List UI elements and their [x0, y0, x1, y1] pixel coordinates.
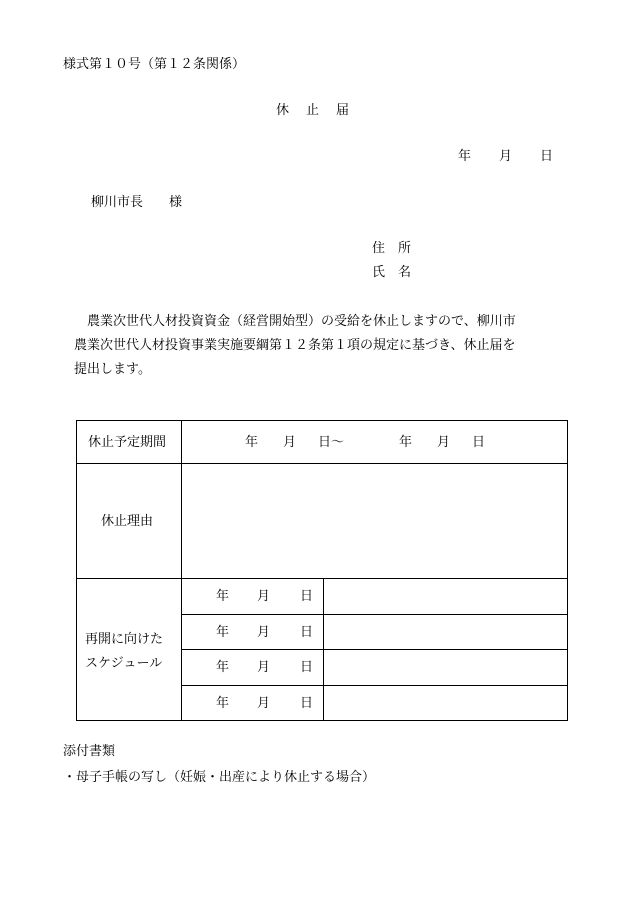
period-start-year: 年 [245, 435, 259, 450]
period-start-month: 月 [283, 435, 297, 450]
attachment-item: ・母子手帳の写し（妊娠・出産により休止する場合） [63, 770, 376, 785]
schedule-day: 日 [300, 660, 314, 675]
schedule-year: 年 [216, 625, 230, 640]
recipient-name: 柳川市長 [91, 195, 144, 210]
period-start-day: 日～ [318, 435, 345, 450]
schedule-day: 日 [300, 589, 314, 604]
schedule-year: 年 [216, 660, 230, 675]
body-line: 提出します。 [74, 362, 151, 377]
reason-label: 休止理由 [101, 514, 154, 529]
period-end-day: 日 [472, 435, 486, 450]
schedule-year: 年 [216, 696, 230, 711]
schedule-month: 月 [257, 660, 271, 675]
attachments-heading: 添付書類 [63, 744, 116, 759]
period-end-month: 月 [437, 435, 451, 450]
body-paragraph [74, 310, 570, 382]
schedule-label-line1: 再開に向けた [85, 632, 164, 647]
body-line: 農業次世代人材投資事業実施要綱第１２条第１項の規定に基づき、休止届を [74, 338, 516, 353]
date-year-label: 年 [458, 149, 472, 164]
reason-field[interactable] [183, 465, 566, 577]
schedule-year: 年 [216, 589, 230, 604]
schedule-month: 月 [257, 625, 271, 640]
body-line: 農業次世代人材投資資金（経営開始型）の受給を休止しますので、柳川市 [74, 314, 516, 329]
period-end-year: 年 [399, 435, 413, 450]
recipient [91, 196, 182, 209]
schedule-label-line2: スケジュール [85, 656, 163, 671]
name-label: 氏 名 [372, 265, 412, 280]
submission-date [458, 150, 553, 163]
schedule-month: 月 [257, 589, 271, 604]
date-day-label: 日 [540, 149, 554, 164]
schedule-day: 日 [300, 625, 314, 640]
date-month-label: 月 [499, 149, 513, 164]
recipient-honorific: 様 [169, 195, 183, 210]
schedule-day: 日 [300, 696, 314, 711]
form-number: 様式第１０号（第１２条関係） [63, 57, 246, 72]
suspension-table [76, 420, 568, 721]
document-title: 休 止 届 [276, 103, 352, 118]
address-label: 住 所 [372, 241, 412, 256]
period-label: 休止予定期間 [88, 435, 167, 450]
schedule-month: 月 [257, 696, 271, 711]
